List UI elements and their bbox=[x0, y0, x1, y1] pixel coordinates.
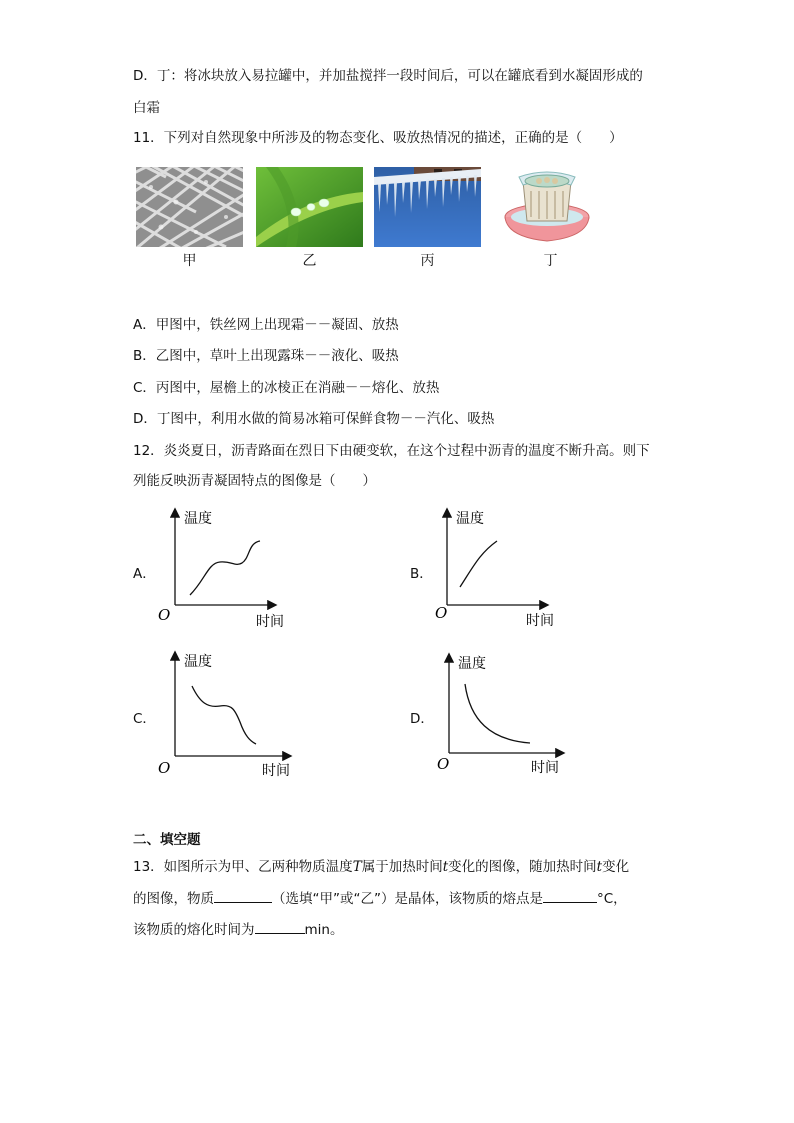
section-title-fill-in: 二、填空题 bbox=[133, 832, 201, 848]
graph-b-origin: O bbox=[435, 604, 448, 622]
graph-a-xlabel: 时间 bbox=[256, 614, 284, 630]
q13-var-t: t bbox=[442, 859, 449, 875]
graph-b-option-label: B． bbox=[410, 566, 433, 582]
graph-c bbox=[150, 648, 305, 780]
q13-blank-melting-time[interactable] bbox=[255, 919, 305, 934]
image-label-ding: 丁 bbox=[543, 253, 558, 269]
graph-b-curve bbox=[460, 541, 497, 587]
water-cooled-food-basket-icon bbox=[497, 167, 604, 247]
graph-d bbox=[425, 650, 580, 780]
simple-fridge-image bbox=[497, 167, 604, 247]
graph-a-option-label: A． bbox=[133, 566, 156, 582]
q13-blank-substance[interactable] bbox=[214, 888, 272, 903]
image-label-yi: 乙 bbox=[302, 253, 317, 269]
graph-d-xlabel: 时间 bbox=[531, 760, 559, 776]
graph-d-ylabel: 温度 bbox=[458, 656, 486, 672]
image-label-jia: 甲 bbox=[182, 253, 197, 269]
image-label-bing: 丙 bbox=[420, 253, 435, 269]
q11-option-b: B．乙图中，草叶上出现露珠－－液化、吸热 bbox=[133, 348, 399, 364]
graph-c-xlabel: 时间 bbox=[262, 763, 290, 779]
graph-c-curve bbox=[192, 686, 256, 744]
dew-on-grass-leaf-icon bbox=[256, 167, 363, 247]
graph-d-curve bbox=[465, 684, 530, 743]
q13-blank-melting-point[interactable] bbox=[543, 888, 597, 903]
q13-line1-part-d: 变化 bbox=[602, 859, 630, 875]
q12-stem-line2: 列能反映沥青凝固特点的图像是（ ） bbox=[133, 473, 376, 489]
frost-wire-mesh-image bbox=[136, 167, 243, 247]
q13-line1-part-b: 属于加热时间 bbox=[361, 859, 443, 875]
q13-line3-part-a: 该物质的熔化时间为 bbox=[133, 922, 255, 938]
q12-stem-line1: 12．炎炎夏日，沥青路面在烈日下由硬变软，在这个过程中沥青的温度不断升高。则下 bbox=[133, 443, 650, 459]
q11-option-a: A．甲图中，铁丝网上出现霜－－凝固、放热 bbox=[133, 317, 399, 333]
q13-line2 bbox=[133, 888, 627, 909]
q13-var-t2: t bbox=[596, 859, 603, 875]
q13-line3-part-b: min。 bbox=[304, 922, 344, 938]
graph-b-xlabel: 时间 bbox=[526, 613, 554, 629]
q10-option-d-line1: D．丁：将冰块放入易拉罐中，并加盐搅拌一段时间后，可以在罐底看到水凝固形成的 bbox=[133, 68, 643, 84]
graph-b bbox=[425, 505, 575, 633]
q11-option-d: D．丁图中，利用水做的简易冰箱可保鲜食物－－汽化、吸热 bbox=[133, 411, 495, 427]
q13-line2-part-c: °C， bbox=[596, 891, 627, 907]
graph-d-origin: O bbox=[437, 755, 450, 773]
graph-c-ylabel: 温度 bbox=[184, 654, 212, 670]
frost-on-wire-mesh-icon bbox=[136, 167, 243, 247]
q13-line2-part-b: （选填“甲”或“乙”）是晶体，该物质的熔点是 bbox=[272, 891, 543, 907]
graph-c-option-label: C． bbox=[133, 711, 156, 727]
icicles-on-eaves-icon bbox=[374, 167, 481, 247]
graph-a-ylabel: 温度 bbox=[184, 511, 212, 527]
graph-d-option-label: D． bbox=[410, 711, 434, 727]
q13-line1 bbox=[133, 857, 629, 877]
q13-line3 bbox=[133, 919, 343, 940]
q13-line2-part-a: 的图像，物质 bbox=[133, 891, 214, 907]
icicles-image bbox=[374, 167, 481, 247]
q13-line1-part-a: 13．如图所示为甲、乙两种物质温度 bbox=[133, 859, 353, 875]
q13-var-T: T bbox=[352, 859, 362, 875]
graph-b-ylabel: 温度 bbox=[456, 511, 484, 527]
graph-c-origin: O bbox=[158, 759, 171, 777]
graph-a-origin: O bbox=[158, 606, 171, 624]
graph-a bbox=[150, 505, 300, 633]
q11-option-c: C．丙图中，屋檐上的冰棱正在消融－－熔化、放热 bbox=[133, 380, 440, 396]
q11-stem: 11．下列对自然现象中所涉及的物态变化、吸放热情况的描述，正确的是（ ） bbox=[133, 130, 623, 146]
q13-line1-part-c: 变化的图像，随加热时间 bbox=[448, 859, 597, 875]
graph-a-curve bbox=[190, 541, 260, 595]
q10-option-d-line2: 白霜 bbox=[133, 100, 160, 116]
dew-grass-image bbox=[256, 167, 363, 247]
